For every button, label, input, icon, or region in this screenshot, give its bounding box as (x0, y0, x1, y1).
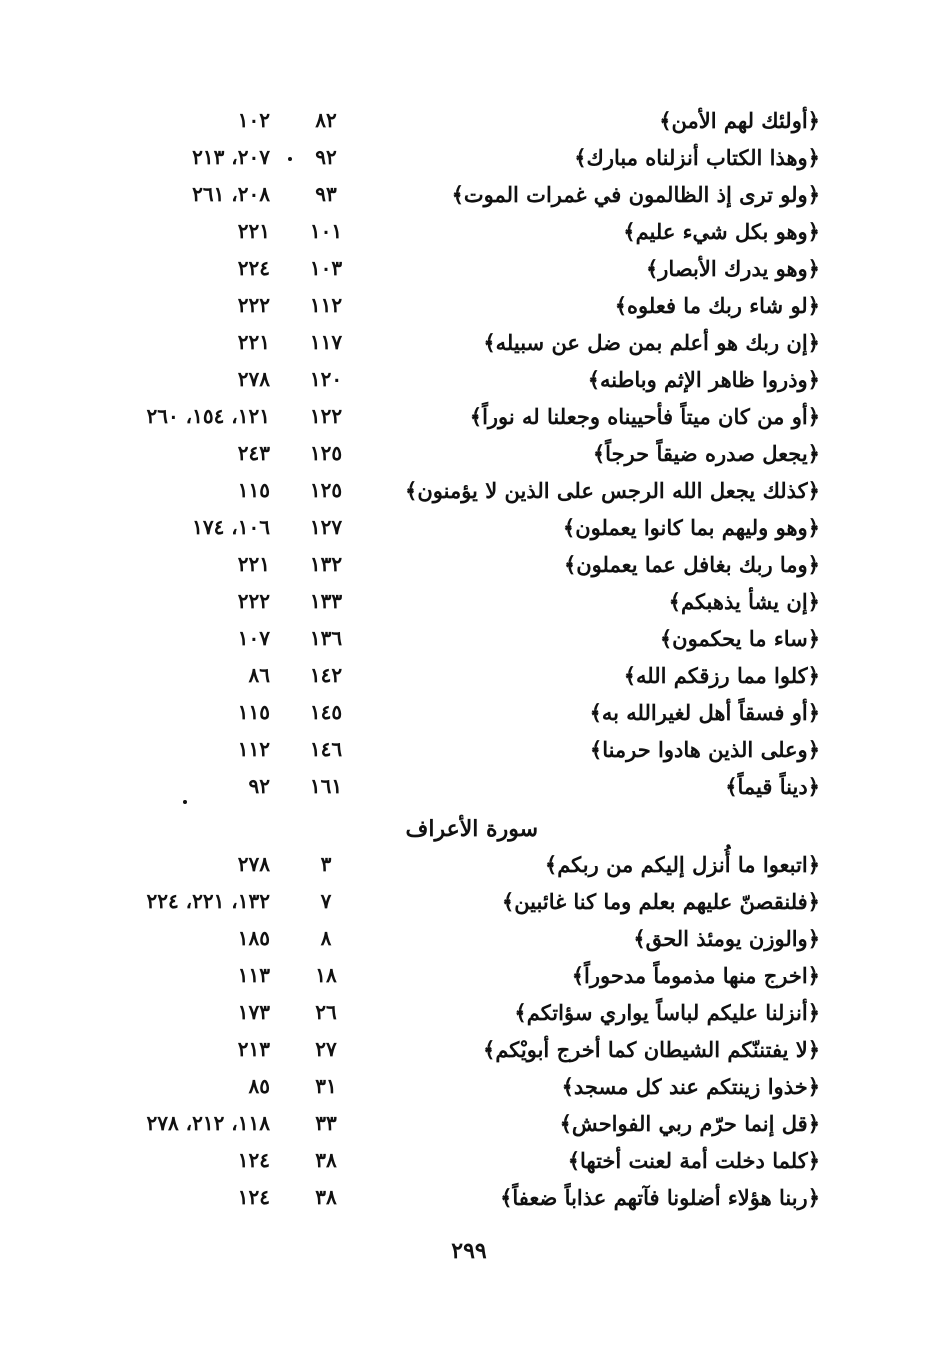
page-refs: ٢٢٢ (237, 589, 270, 613)
verse-text: ﴿وهو يدرك الأبصار﴾ (645, 256, 820, 281)
page-refs: ١٧٣ (237, 1000, 270, 1024)
index-row (0, 102, 938, 139)
page-refs: ١٠٢ (237, 108, 270, 132)
page-refs: ٢٧٨ (237, 852, 270, 876)
verse-text: ﴿ساء ما يحكمون﴾ (659, 626, 820, 651)
index-row (0, 287, 938, 324)
page-refs: ٢٠٧، ٢١٣ (192, 145, 270, 169)
index-row (0, 1031, 938, 1068)
index-row (0, 920, 938, 957)
page-refs: ٢٢٤ (237, 256, 270, 280)
page-refs: ١٠٦، ١٧٤ (192, 515, 270, 539)
ayah-number: ٣ (320, 852, 332, 876)
index-row (0, 1179, 938, 1216)
page-refs: ١١٥ (237, 700, 270, 724)
verse-text: ﴿فلنقصنّ عليهم بعلم وما كنا غائبين﴾ (501, 889, 820, 914)
page-refs: ١١٨، ٢١٢، ٢٧٨ (146, 1111, 270, 1135)
index-row (0, 694, 938, 731)
index-row (0, 213, 938, 250)
ayah-number: ٣٣ (315, 1111, 337, 1135)
ayah-number: ١٤٢ (309, 663, 343, 687)
verse-text: ﴿يجعل صدره ضيقاً حرجاً﴾ (592, 441, 820, 466)
index-row (0, 657, 938, 694)
index-row (0, 139, 938, 176)
page-refs: ٢٢١ (237, 219, 270, 243)
index-row (0, 324, 938, 361)
ayah-number: ١٨ (315, 963, 337, 987)
index-row (0, 768, 938, 805)
page-refs: ١٠٧ (237, 626, 270, 650)
index-row (0, 994, 938, 1031)
page-refs: ٢٢٢ (237, 293, 270, 317)
ayah-number: ٣٨ (315, 1148, 337, 1172)
verse-text: ﴿وهذا الكتاب أنزلناه مبارك﴾ (574, 145, 820, 170)
index-row (0, 846, 938, 883)
verse-text: ﴿إن ربك هو أعلم بمن ضل عن سبيله﴾ (483, 330, 820, 355)
ayah-number: ١٢٥ (309, 478, 343, 502)
verse-text: ﴿كذلك يجعل الله الرجس على الذين لا يؤمنون﴾ (405, 478, 820, 503)
index-row (0, 1142, 938, 1179)
verse-text: ﴿وما ربك بغافل عما يعملون﴾ (563, 552, 820, 577)
index-row (0, 731, 938, 768)
verse-text: ﴿اتبعوا ما أُنزل إليكم من ربكم﴾ (544, 852, 820, 877)
scan-speck (288, 157, 292, 161)
verse-text: ﴿أنزلنا عليكم لباساً يواري سؤاتكم﴾ (514, 1000, 820, 1025)
verse-text: ﴿خذوا زينتكم عند كل مسجد﴾ (561, 1074, 820, 1099)
index-row (0, 957, 938, 994)
index-row (0, 1105, 938, 1142)
ayah-number: ١٦١ (309, 774, 343, 798)
ayah-number: ٣٨ (315, 1185, 337, 1209)
verse-text: ﴿ديناً قيماً﴾ (725, 774, 820, 799)
index-row (0, 583, 938, 620)
index-row (0, 398, 938, 435)
verse-text: ﴿كلوا مما رزقكم الله﴾ (623, 663, 820, 688)
index-row (0, 509, 938, 546)
verse-text: ﴿كلما دخلت أمة لعنت أختها﴾ (567, 1148, 820, 1173)
ayah-number: ١٠٣ (309, 256, 343, 280)
page-refs: ١٢١، ١٥٤، ٢٦٠ (146, 404, 270, 428)
index-row (0, 472, 938, 509)
verse-text: ﴿ربنا هؤلاء أضلونا فآتهم عذاباً ضعفاً﴾ (500, 1185, 820, 1210)
verse-text: ﴿وهو بكل شيء عليم﴾ (623, 219, 820, 244)
ayah-number: ١٣٢ (309, 552, 343, 576)
page-refs: ١١٢ (237, 737, 270, 761)
page-refs: ١١٣ (237, 963, 270, 987)
page-refs: ٩٢ (248, 774, 270, 798)
page-number: ٢٩٩ (451, 1238, 487, 1264)
page-refs: ٢٢١ (237, 552, 270, 576)
ayah-number: ٨ (320, 926, 332, 950)
index-row (0, 176, 938, 213)
verse-text: ﴿وعلى الذين هادوا حرمنا﴾ (589, 737, 820, 762)
ayah-number: ١٠١ (309, 219, 343, 243)
verse-text: ﴿اخرج منها مذموماً مدحوراً﴾ (571, 963, 820, 988)
ayah-number: ١٢٥ (309, 441, 343, 465)
page-refs: ١١٥ (237, 478, 270, 502)
page-refs: ١٢٤ (237, 1185, 270, 1209)
page-refs: ٢٢١ (237, 330, 270, 354)
scan-speck (183, 800, 187, 804)
ayah-number: ١٤٦ (309, 737, 343, 761)
ayah-number: ١٢٠ (309, 367, 343, 391)
verse-text: ﴿والوزن يومئذ الحق﴾ (633, 926, 820, 951)
ayah-number: ١١٧ (309, 330, 343, 354)
verse-text: ﴿أو من كان ميتاً فأحييناه وجعلنا له نوراً﴾ (469, 404, 820, 429)
index-row (0, 361, 938, 398)
ayah-number: ١٣٦ (309, 626, 343, 650)
verse-text: ﴿وذروا ظاهر الإثم وباطنه﴾ (587, 367, 820, 392)
page-refs: ٢٤٣ (237, 441, 270, 465)
verse-text: ﴿وهو وليهم بما كانوا يعملون﴾ (562, 515, 820, 540)
verse-text: ﴿لو شاء ربك ما فعلوه﴾ (614, 293, 820, 318)
surah-heading: سورة الأعراف (405, 816, 538, 842)
page-refs: ١٢٤ (237, 1148, 270, 1172)
verse-text: ﴿قل إنما حرّم ربي الفواحش﴾ (559, 1111, 820, 1136)
index-row (0, 250, 938, 287)
index-row (0, 620, 938, 657)
page-refs: ٢٧٨ (237, 367, 270, 391)
ayah-number: ٩٢ (315, 145, 337, 169)
ayah-number: ٢٦ (315, 1000, 337, 1024)
ayah-number: ٢٧ (315, 1037, 337, 1061)
index-row (0, 435, 938, 472)
page-refs: ٢٠٨، ٢٦١ (192, 182, 270, 206)
page-refs: ١٨٥ (237, 926, 270, 950)
page-refs: ٨٦ (248, 663, 270, 687)
index-row (0, 546, 938, 583)
page-refs: ٢١٣ (237, 1037, 270, 1061)
index-row (0, 1068, 938, 1105)
verse-text: ﴿ولو ترى إذ الظالمون في غمرات الموت﴾ (451, 182, 820, 207)
ayah-number: ٧ (320, 889, 332, 913)
verse-text: ﴿لا يفتننّكم الشيطان كما أخرج أبويْكم﴾ (483, 1037, 820, 1062)
ayah-number: ١٣٣ (309, 589, 343, 613)
ayah-number: ١٤٥ (309, 700, 343, 724)
ayah-number: ١٢٢ (309, 404, 343, 428)
ayah-number: ٩٣ (315, 182, 337, 206)
ayah-number: ١٢٧ (309, 515, 343, 539)
ayah-number: ١١٢ (309, 293, 343, 317)
verse-text: ﴿أو فسقاً أهل لغيرالله به﴾ (589, 700, 820, 725)
index-row (0, 883, 938, 920)
verse-text: ﴿إن يشأ يذهبكم﴾ (668, 589, 820, 614)
ayah-number: ٣١ (315, 1074, 337, 1098)
ayah-number: ٨٢ (315, 108, 337, 132)
verse-text: ﴿أولئك لهم الأمن﴾ (659, 108, 820, 133)
page-refs: ٨٥ (248, 1074, 270, 1098)
page-refs: ١٣٢، ٢٢١، ٢٢٤ (146, 889, 270, 913)
